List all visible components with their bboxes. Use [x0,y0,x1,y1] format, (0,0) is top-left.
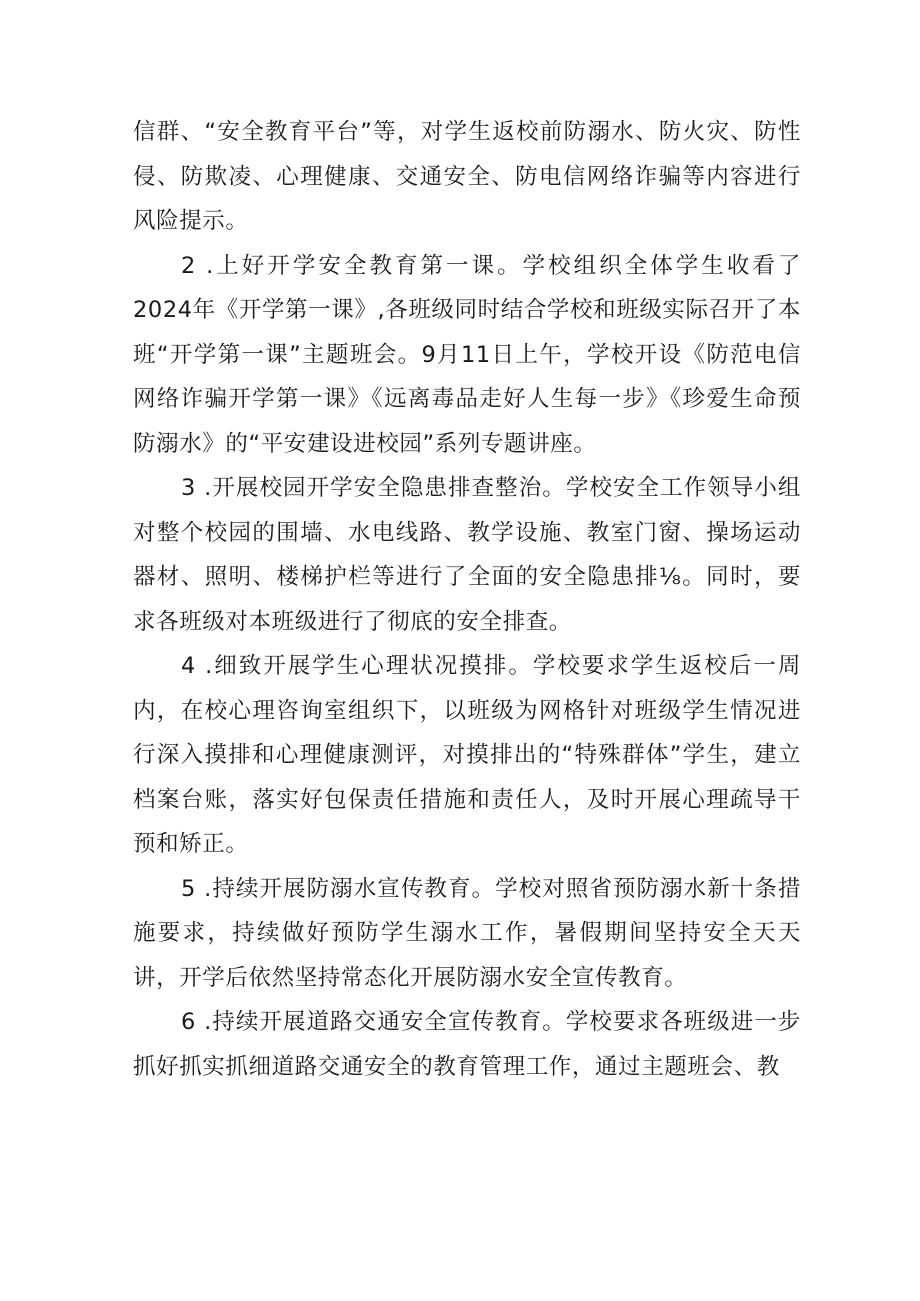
paragraph-item-4: 4 .细致开展学生心理状况摸排。学校要求学生返校后一周内，在校心理咨询室组织下，以班级为网格针对班级学生情况进行深入摸排和心理健康测评，对摸排出的“特殊群体”学生，建立档案台账，落实好包保责任措施和责任人，及时开展心理疏导干预和矫正。 [133,653,801,857]
paragraph-item-2: 2 .上好开学安全教育第一课。学校组织全体学生收看了2024年《开学第一课》,各班级同时结合学校和班级实际召开了本班“开学第一课”主题班会。9月11日上午，学校开设《防范电信网络诈骗开学第一课》《远离毒品走好人生每一步》《珍爱生命预防溺水》的“平安建设进校园”系列专题讲座。 [133,252,802,457]
paragraph-item-5: 5 .持续开展防溺水宣传教育。学校对照省预防溺水新十条措施要求，持续做好预防学生溺水工作，暑假期间坚持安全天天讲，开学后依然坚持常态化开展防溺水安全宣传教育。 [133,875,801,991]
paragraph-item-3: 3 .开展校园开学安全隐患排查整治。学校安全工作领导小组对整个校园的围墙、水电线路、教学设施、教室门窗、操场运动器材、照明、楼梯护栏等进行了全面的安全隐患排⅛。同时，要求各班级对本班级进行了彻底的安全排查。 [133,475,801,635]
paragraph-item-6: 6 .持续开展道路交通安全宣传教育。学校要求各班级进一步抓好抓实抓细道路交通安全的教育管理工作，通过主题班会、教 [133,1009,801,1080]
paragraph-continuation: 信群、“安全教育平台”等，对学生返校前防溺水、防火灾、防性侵、防欺凌、心理健康、交通安全、防电信网络诈骗等内容进行风险提示。 [133,119,801,234]
document-body [133,110,801,1089]
